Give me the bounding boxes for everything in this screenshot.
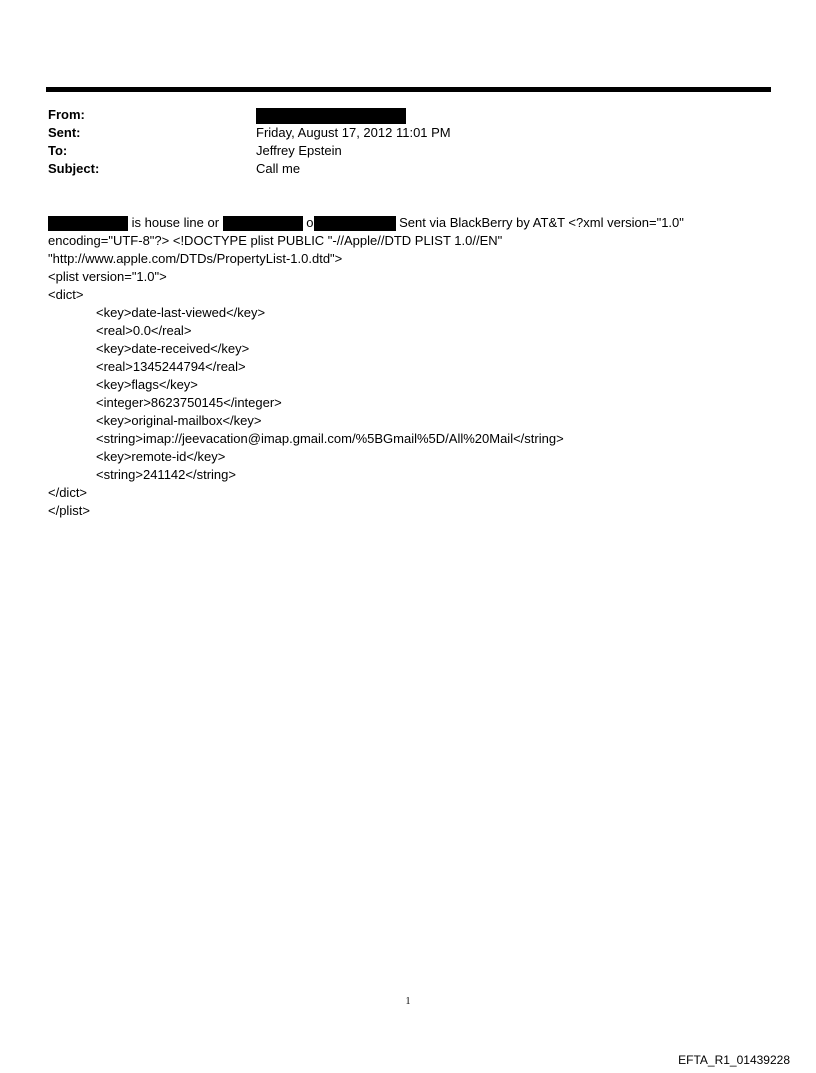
to-row	[48, 142, 768, 160]
body-line: </dict>	[48, 485, 88, 500]
body-text-segment: is house line or	[128, 215, 223, 230]
plist-line: <real>0.0</real>	[96, 323, 192, 338]
plist-line: <string>imap://jeevacation@imap.gmail.com/%5BGmail%5D/All%20Mail</string>	[96, 431, 564, 446]
body-line: <plist version="1.0">	[48, 269, 167, 284]
sent-value: Friday, August 17, 2012 11:01 PM	[256, 125, 451, 140]
email-body	[48, 214, 748, 520]
plist-line: <integer>8623750145</integer>	[96, 395, 282, 410]
body-line: <dict>	[48, 287, 84, 302]
subject-label: Subject:	[48, 161, 100, 176]
plist-line: <key>date-last-viewed</key>	[96, 305, 266, 320]
redaction-block	[314, 216, 396, 231]
from-row	[48, 106, 768, 124]
email-header	[48, 106, 768, 178]
body-line: "http://www.apple.com/DTDs/PropertyList-1.0.dtd">	[48, 251, 343, 266]
page-number: 1	[405, 996, 411, 1007]
plist-line: <real>1345244794</real>	[96, 359, 246, 374]
sent-label: Sent:	[48, 125, 81, 140]
body-line: encoding="UTF-8"?> <!DOCTYPE plist PUBLIC "-//Apple//DTD PLIST 1.0//EN"	[48, 233, 503, 248]
from-label: From:	[48, 107, 85, 122]
header-divider	[46, 87, 771, 92]
redaction-block	[223, 216, 303, 231]
to-label: To:	[48, 143, 68, 158]
subject-value: Call me	[256, 161, 301, 176]
subject-row	[48, 160, 768, 178]
redaction-block	[256, 108, 406, 124]
body-text-segment: o	[302, 215, 314, 230]
sent-row	[48, 124, 768, 142]
body-text-segment: Sent via BlackBerry by AT&T <?xml version="1.0"	[395, 215, 684, 230]
plist-line: <key>remote-id</key>	[96, 449, 226, 464]
body-line	[48, 214, 748, 232]
body-line: </plist>	[48, 503, 90, 518]
from-value	[256, 106, 406, 124]
redaction-block	[48, 216, 128, 231]
plist-line: <key>original-mailbox</key>	[96, 413, 262, 428]
plist-line: <string>241142</string>	[96, 467, 236, 482]
bates-number: EFTA_R1_01439228	[678, 1053, 790, 1067]
plist-line: <key>date-received</key>	[96, 341, 250, 356]
to-value: Jeffrey Epstein	[256, 143, 342, 158]
plist-line: <key>flags</key>	[96, 377, 198, 392]
